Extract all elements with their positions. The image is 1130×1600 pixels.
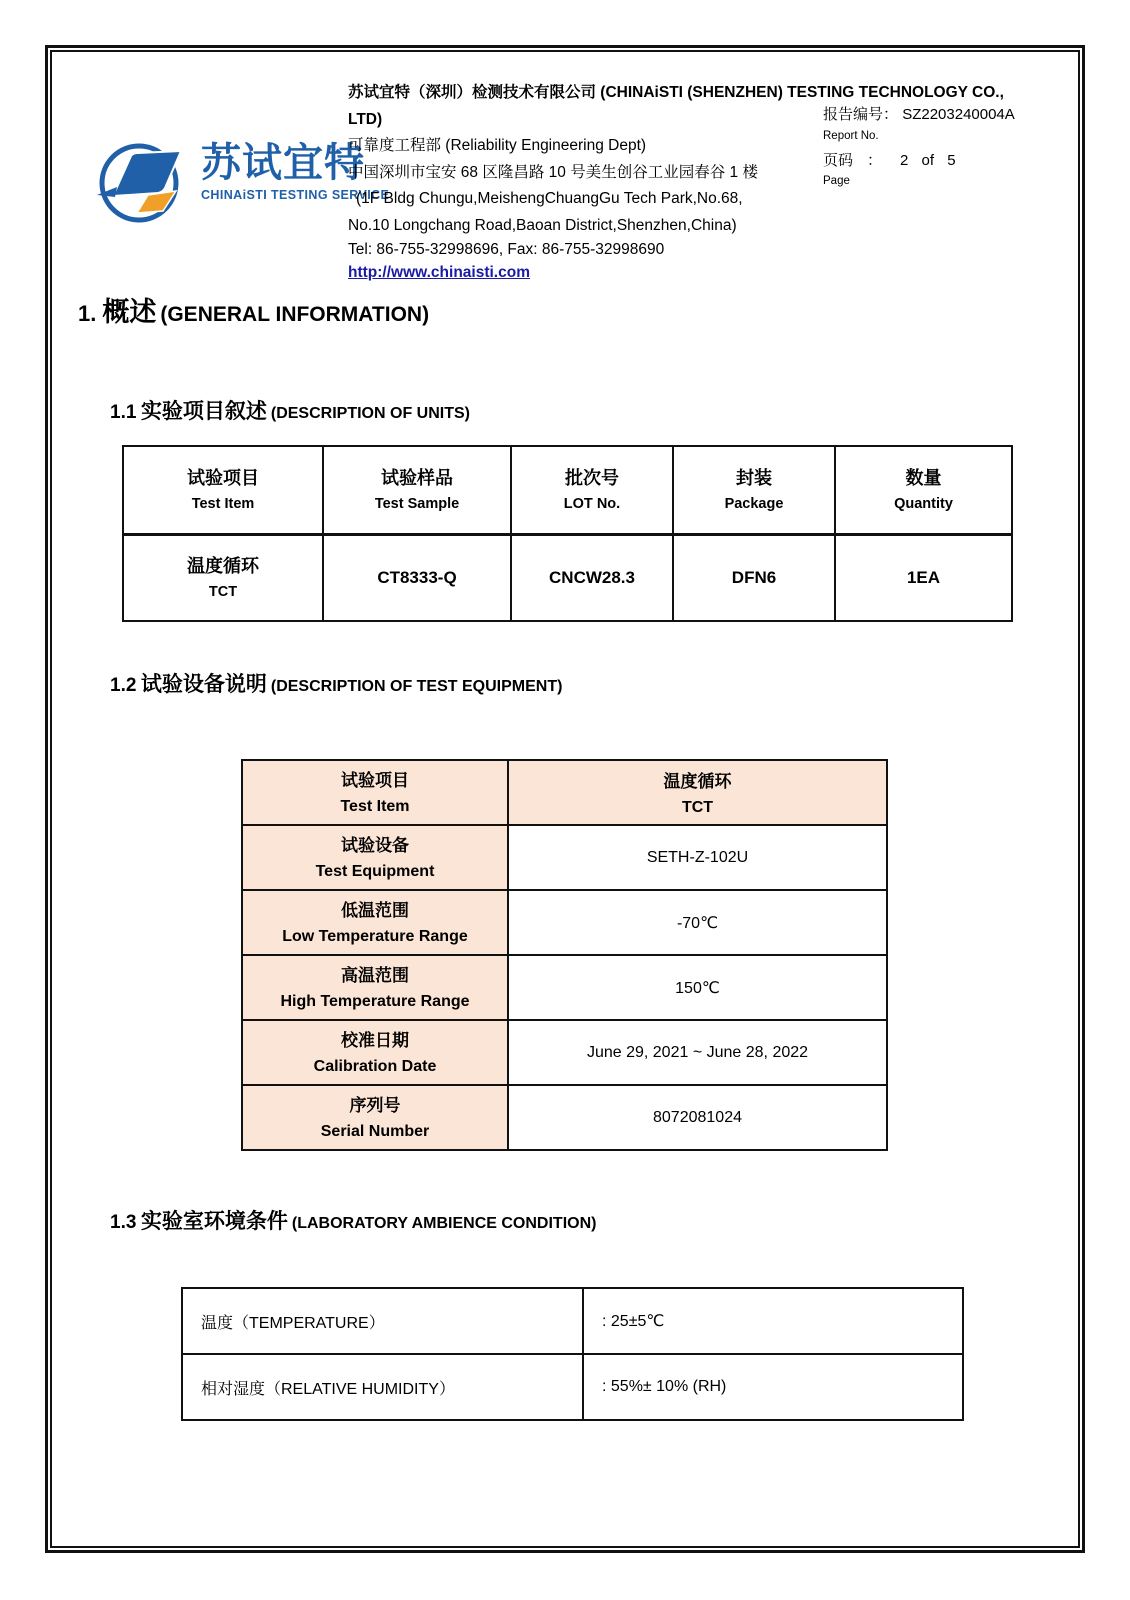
page-label-en: Page <box>823 175 850 187</box>
value-low-temp-range: -70℃ <box>508 890 887 955</box>
company-name-line1: 苏试宜特（深圳）检测技术有限公司 (CHINAiSTI (SHENZHEN) TESTING TECHNOLOGY CO., <box>348 84 1004 101</box>
cell-quantity: 1EA <box>835 534 1012 621</box>
equipment-row-high-temp <box>242 955 887 1020</box>
section-1-2-title-zh: 试验设备说明 <box>140 673 267 696</box>
label-temperature: 温度（TEMPERATURE） <box>182 1288 583 1354</box>
label-test-item: 试验项目 Test Item <box>242 760 508 825</box>
tel-fax-line: Tel: 86-755-32998696, Fax: 86-755-32998690 <box>348 241 665 258</box>
section-1-2-number: 1.2 <box>110 675 137 696</box>
website-link[interactable]: http://www.chinaisti.com <box>348 264 530 281</box>
equipment-row-calibration <box>242 1020 887 1085</box>
value-test-item: 温度循环 TCT <box>508 760 887 825</box>
value-test-equipment: SETH-Z-102U <box>508 825 887 890</box>
report-no-label-zh: 报告编号： <box>823 106 899 123</box>
section-1-title-en: (GENERAL INFORMATION) <box>160 303 430 326</box>
units-table-data-row <box>123 534 1012 621</box>
value-serial-number: 8072081024 <box>508 1085 887 1150</box>
cell-lot-no: CNCW28.3 <box>511 534 673 621</box>
value-calibration-date: June 29, 2021 ~ June 28, 2022 <box>508 1020 887 1085</box>
units-table <box>122 445 1013 622</box>
address-en-line1: (1F Bldg Chungu,MeishengChuangGu Tech Park,No.68, <box>356 190 743 207</box>
company-name-line2: LTD) <box>348 110 383 128</box>
cell-test-sample: CT8333-Q <box>323 534 511 621</box>
section-1-3-number: 1.3 <box>110 1212 137 1233</box>
col-header-lot-no: 批次号 LOT No. <box>511 446 673 534</box>
logo-text-en: CHINAiSTI TESTING SERVICE <box>201 188 390 202</box>
col-header-test-item: 试验项目 Test Item <box>123 446 323 534</box>
section-1-2-title-en: (DESCRIPTION OF TEST EQUIPMENT) <box>270 678 563 695</box>
section-1-1-title-en: (DESCRIPTION OF UNITS) <box>270 405 470 422</box>
section-1-1-number: 1.1 <box>110 402 137 423</box>
section-1-1-heading <box>110 395 470 425</box>
label-low-temp-range: 低温范围 Low Temperature Range <box>242 890 508 955</box>
section-1-3-title-zh: 实验室环境条件 <box>140 1210 288 1233</box>
value-temperature: : 25±5℃ <box>583 1288 963 1354</box>
label-high-temp-range: 高温范围 High Temperature Range <box>242 955 508 1020</box>
equipment-row-serial <box>242 1085 887 1150</box>
company-logo <box>95 138 389 224</box>
units-table-header-row <box>123 446 1012 534</box>
equipment-table <box>241 759 888 1151</box>
cell-test-item: 温度循环 TCT <box>123 534 323 621</box>
page-number-value: 2 of 5 <box>900 152 956 169</box>
report-no-label-en: Report No. <box>823 130 879 142</box>
cell-package: DFN6 <box>673 534 835 621</box>
value-relative-humidity: : 55%± 10% (RH) <box>583 1354 963 1420</box>
section-1-2-heading <box>110 668 562 698</box>
report-no-value: SZ2203240004A <box>902 106 1015 123</box>
section-1-1-title-zh: 实验项目叙述 <box>140 400 267 423</box>
ambience-row-humidity <box>182 1354 963 1420</box>
logo-text-zh: 苏试宜特 <box>201 141 365 185</box>
ambience-table <box>181 1287 964 1421</box>
address-zh: 中国深圳市宝安 68 区隆昌路 10 号美生创谷工业园春谷 1 楼 <box>348 163 758 181</box>
label-calibration-date: 校准日期 Calibration Date <box>242 1020 508 1085</box>
address-en-line2: No.10 Longchang Road,Baoan District,Shenzhen,China) <box>348 216 737 234</box>
section-1-3-heading <box>110 1205 596 1235</box>
col-header-test-sample: 试验样品 Test Sample <box>323 446 511 534</box>
value-high-temp-range: 150℃ <box>508 955 887 1020</box>
section-1-3-title-en: (LABORATORY AMBIENCE CONDITION) <box>291 1215 597 1232</box>
label-relative-humidity: 相对湿度（RELATIVE HUMIDITY） <box>182 1354 583 1420</box>
col-header-quantity: 数量 Quantity <box>835 446 1012 534</box>
label-test-equipment: 试验设备 Test Equipment <box>242 825 508 890</box>
chinaisti-logo-icon <box>95 138 191 224</box>
equipment-row-low-temp <box>242 890 887 955</box>
page-colon: ： <box>867 152 883 169</box>
section-1-heading <box>78 290 429 329</box>
label-serial-number: 序列号 Serial Number <box>242 1085 508 1150</box>
section-1-title-zh: 概述 <box>102 297 157 327</box>
equipment-row-test-item <box>242 760 887 825</box>
equipment-row-equipment <box>242 825 887 890</box>
section-1-number: 1. <box>78 301 97 326</box>
page-label-zh: 页码 <box>823 152 854 169</box>
department-line: 可靠度工程部 (Reliability Engineering Dept) <box>348 137 647 154</box>
report-meta-block <box>823 103 1015 188</box>
col-header-package: 封装 Package <box>673 446 835 534</box>
ambience-row-temperature <box>182 1288 963 1354</box>
